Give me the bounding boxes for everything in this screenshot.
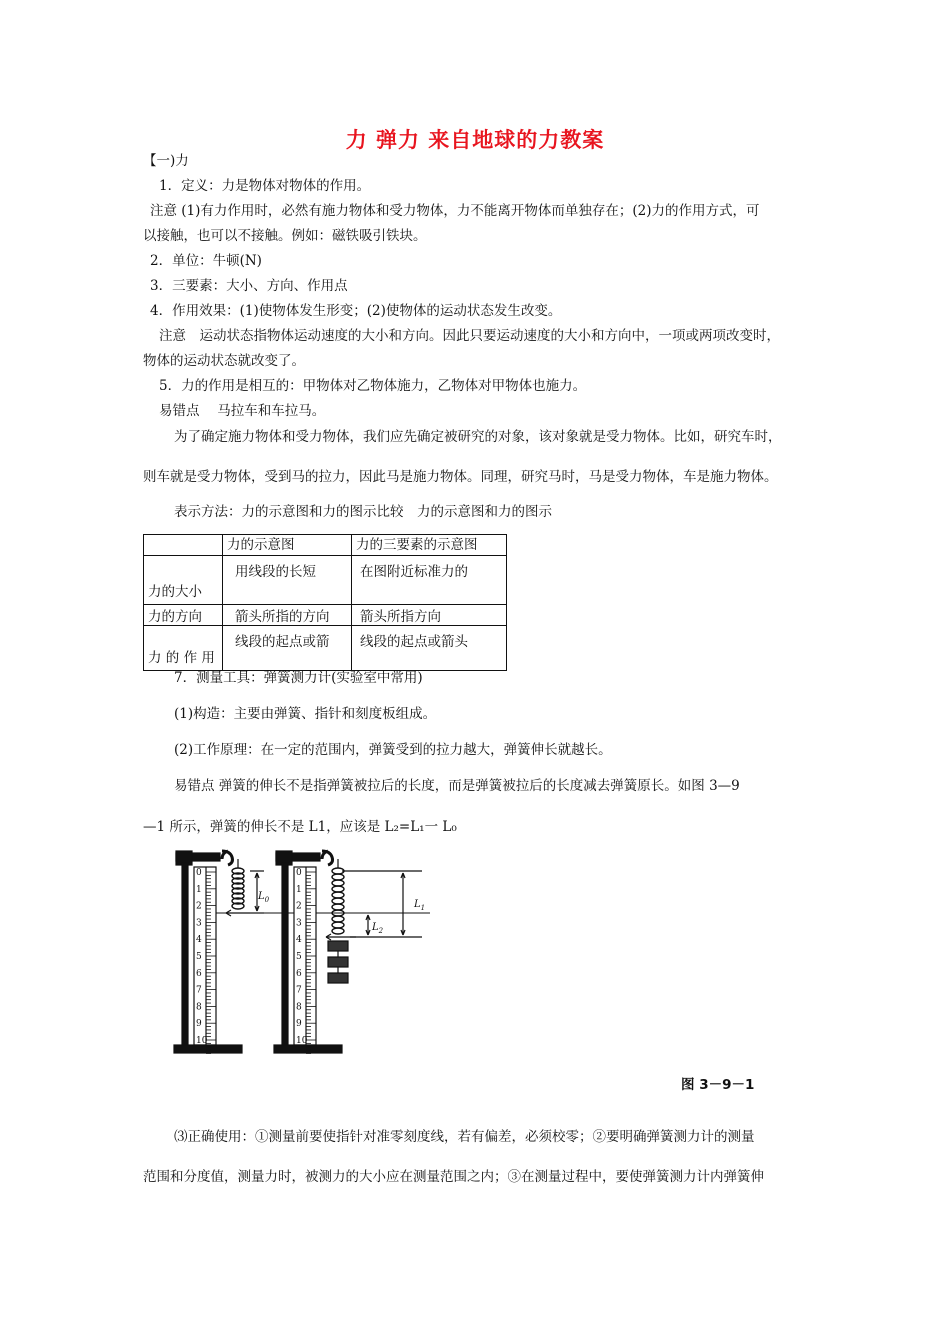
right-hook-icon [322, 851, 333, 865]
left-stand-pole [182, 863, 188, 1045]
scale-tick-label: 7 [196, 985, 202, 996]
paragraph-note-1a: 注意 (1)有力作用时，必然有施力物体和受力物体，力不能离开物体而单独存在；(2)力的作用方式，可 [150, 203, 760, 219]
scale-tick-label: 10 [296, 1036, 308, 1046]
scale-tick-label: 0 [196, 868, 202, 878]
scale-tick-label: 10 [196, 1036, 208, 1046]
scale-tick-label: 5 [196, 952, 202, 962]
table-cell: 箭头所指的方向 [223, 605, 352, 626]
paragraph-unit: 2．单位：牛顿(N) [150, 253, 262, 269]
right-stand-pole [282, 863, 288, 1045]
paragraph-definition: 1．定义：力是物体对物体的作用。 [159, 178, 371, 194]
scale-tick-label: 6 [296, 968, 302, 979]
left-hook-icon [222, 851, 233, 865]
right-base [274, 1045, 342, 1053]
paragraph-note-2b: 物体的运动状态就改变了。 [143, 353, 305, 369]
paragraph-usage-b: 范围和分度值，测量力时，被测力的大小应在测量范围之内；③在测量过程中，要使弹簧测力计内弹簧伸 [143, 1169, 764, 1185]
table-cell: 力的大小 [144, 556, 223, 605]
right-spring [332, 868, 344, 934]
paragraph-effects: 4．作用效果：(1)使物体发生形变；(2)使物体的运动状态发生改变。 [150, 303, 562, 319]
scale-tick-label: 2 [296, 901, 302, 912]
table-header-row [144, 535, 507, 556]
left-base [174, 1045, 242, 1053]
scale-tick-label: 8 [296, 1002, 302, 1013]
table-header-cell: 力的示意图 [223, 535, 352, 556]
scale-tick-label: 1 [296, 884, 302, 895]
paragraph-explain-a: 为了确定施力物体和受力物体，我们应先确定被研究的对象，该对象就是受力物体。比如，研究车时， [174, 429, 782, 445]
paragraph-usage-a: ⑶正确使用：①测量前要使指针对准零刻度线，若有偏差，必须校零；②要明确弹簧测力计的测量 [174, 1129, 755, 1145]
paragraph-principle: (2)工作原理：在一定的范围内，弹簧受到的拉力越大，弹簧伸长就越长。 [174, 742, 612, 758]
table-row [144, 605, 507, 626]
table-cell: 在图附近标准力的 [352, 556, 507, 605]
scale-tick-label: 4 [296, 935, 302, 946]
scale-tick-label: 4 [196, 935, 202, 946]
weight-2 [328, 957, 348, 967]
paragraph-note-2a: 注意 运动状态指物体运动速度的大小和方向。因此只要运动速度的大小和方向中，一项或两项改变时， [159, 328, 780, 344]
scale-tick-label: 3 [196, 918, 202, 929]
l1-label: $L_1$ [414, 899, 426, 912]
paragraph-note-1b: 以接触，也可以不接触。例如：磁铁吸引铁块。 [143, 228, 427, 244]
comparison-table [143, 534, 507, 671]
left-spring [232, 868, 244, 909]
scale-tick-label: 8 [196, 1002, 202, 1013]
paragraph-tool: 7．测量工具：弹簧测力计(实验室中常用) [174, 670, 423, 686]
scale-tick-label: 0 [296, 868, 302, 878]
spring-scale-figure [160, 845, 440, 1060]
scale-tick-label: 2 [196, 901, 202, 912]
table-row [144, 556, 507, 605]
table-row [144, 626, 507, 671]
table-cell: 力 的 作 用 [144, 626, 223, 671]
scale-tick-label: 5 [296, 952, 302, 962]
paragraph-pitfall: 易错点 马拉车和车拉马。 [159, 403, 326, 419]
scale-tick-label: 9 [196, 1019, 202, 1030]
paragraph-interaction: 5．力的作用是相互的：甲物体对乙物体施力，乙物体对甲物体也施力。 [159, 378, 587, 394]
table-cell: 力的方向 [144, 605, 223, 626]
paragraph-structure: (1)构造：主要由弹簧、指针和刻度板组成。 [174, 706, 437, 722]
l0-label: $L_0$ [258, 891, 270, 904]
l2-label: $L_2$ [372, 922, 384, 935]
table-cell: 线段的起点或箭 [223, 626, 352, 671]
scale-tick-label: 3 [296, 918, 302, 929]
paragraph-explain-b: 则车就是受力物体，受到马的拉力，因此马是施力物体。同理，研究马时，马是受力物体，车是施力物体。 [143, 469, 778, 485]
scale-tick-label: 1 [196, 884, 202, 895]
section-heading: 【一)力 [143, 153, 189, 169]
table-cell: 箭头所指方向 [352, 605, 507, 626]
table-cell: 用线段的长短 [223, 556, 352, 605]
page-title: 力 弹力 来自地球的力教案 [345, 128, 605, 152]
paragraph-pitfall-2b: —1 所示，弹簧的伸长不是 L1，应该是 L₂=L₁一 L₀ [143, 819, 457, 835]
scale-tick-label: 6 [196, 968, 202, 979]
table-header-cell [144, 535, 223, 556]
scale-tick-label: 7 [296, 985, 302, 996]
weight-1 [328, 941, 348, 951]
paragraph-three-elements: 3．三要素：大小、方向、作用点 [150, 278, 348, 294]
scale-tick-label: 9 [296, 1019, 302, 1030]
weight-3 [328, 973, 348, 983]
paragraph-pitfall-2a: 易错点 弹簧的伸长不是指弹簧被拉后的长度，而是弹簧被拉后的长度减去弹簧原长。如图 3—9 [174, 778, 740, 794]
figure-caption: 图 3－9－1 [681, 1077, 755, 1093]
paragraph-representation: 表示方法：力的示意图和力的图示比较 力的示意图和力的图示 [174, 504, 552, 520]
table-cell: 线段的起点或箭头 [352, 626, 507, 671]
table-header-cell: 力的三要素的示意图 [352, 535, 507, 556]
